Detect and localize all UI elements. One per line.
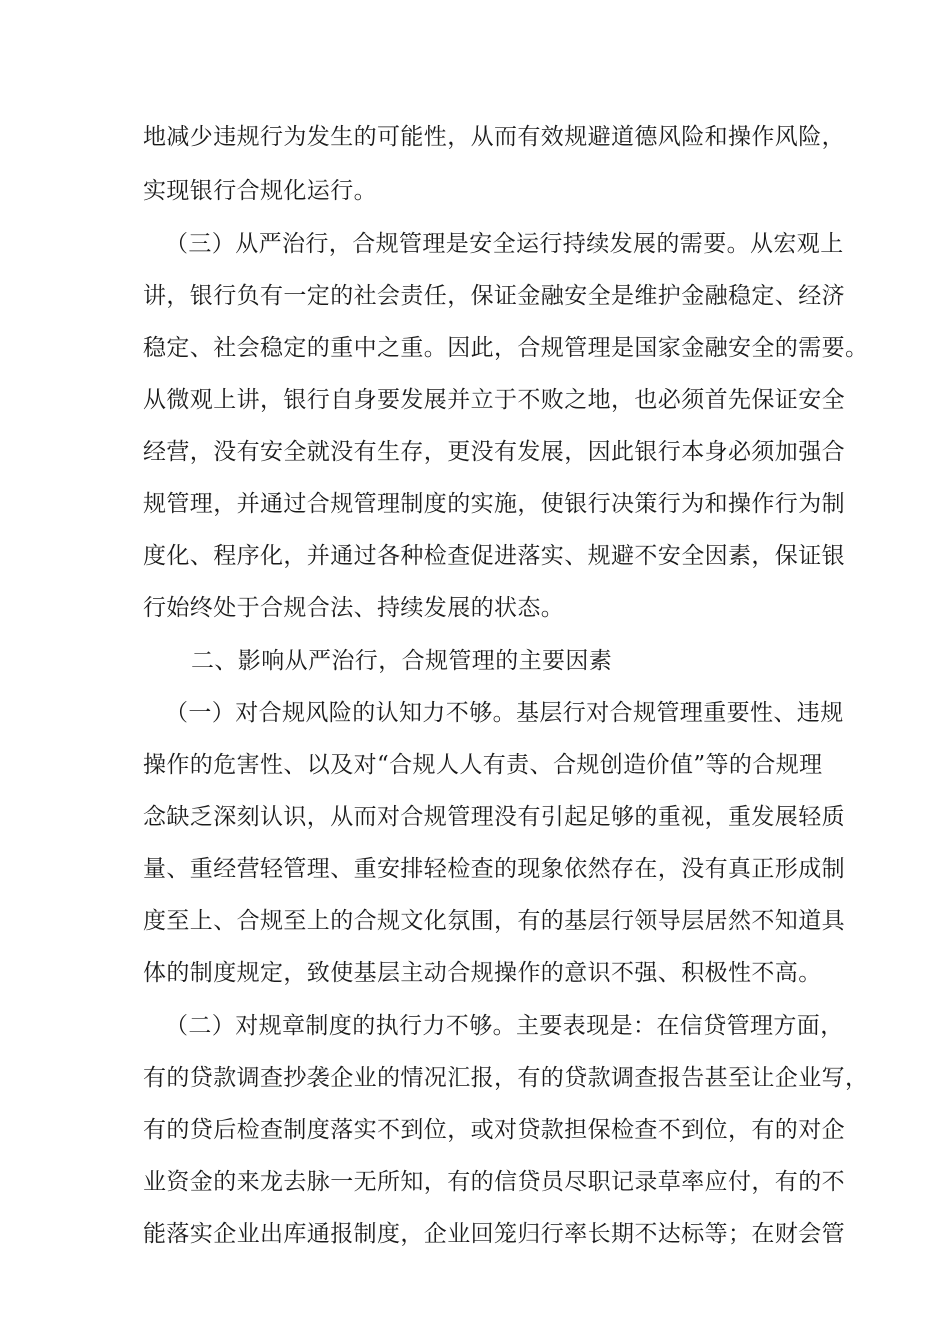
section-heading: 二、影响从严治行，合规管理的主要因素 [191, 648, 613, 674]
text-line-10: 行始终处于合规合法、持续发展的状态。 [143, 595, 565, 621]
text-line-18: （二）对规章制度的执行力不够。主要表现是：在信贷管理方面， [165, 1013, 844, 1039]
text-line-5: 稳定、社会稳定的重中之重。因此，合规管理是国家金融安全的需要。 [143, 335, 869, 361]
text-line-16: 度至上、合规至上的合规文化氛围，有的基层行领导层居然不知道具 [143, 908, 845, 934]
text-line-20: 有的贷后检查制度落实不到位，或对贷款担保检查不到位，有的对企 [143, 1117, 845, 1143]
text-line-17: 体的制度规定，致使基层主动合规操作的意识不强、积极性不高。 [143, 960, 822, 986]
text-line-6: 从微观上讲，银行自身要发展并立于不败之地，也必须首先保证安全 [143, 387, 845, 413]
text-line-15: 量、重经营轻管理、重安排轻检查的现象依然存在，没有真正形成制 [143, 856, 845, 882]
text-line-14: 念缺乏深刻认识，从而对合规管理没有引起足够的重视，重发展轻质 [143, 804, 845, 830]
text-line-22: 能落实企业出库通报制度，企业回笼归行率长期不达标等；在财会管 [143, 1221, 845, 1247]
text-line-1: 地减少违规行为发生的可能性，从而有效规避道德风险和操作风险， [143, 124, 845, 150]
text-line-3: （三）从严治行，合规管理是安全运行持续发展的需要。从宏观上 [165, 231, 844, 257]
text-line-4: 讲，银行负有一定的社会责任，保证金融安全是维护金融稳定、经济 [143, 283, 845, 309]
text-line-9: 度化、程序化，并通过各种检查促进落实、规避不安全因素，保证银 [143, 543, 845, 569]
text-line-21: 业资金的来龙去脉一无所知，有的信贷员尽职记录草率应付，有的不 [143, 1169, 845, 1195]
text-line-7: 经营，没有安全就没有生存，更没有发展，因此银行本身必须加强合 [143, 439, 845, 465]
text-line-19: 有的贷款调查抄袭企业的情况汇报，有的贷款调查报告甚至让企业写， [143, 1065, 869, 1091]
text-line-2: 实现银行合规化运行。 [143, 178, 377, 204]
text-line-13: 操作的危害性、以及对“合规人人有责、合规创造价值”等的合规理 [143, 752, 823, 778]
text-line-8: 规管理，并通过合规管理制度的实施，使银行决策行为和操作行为制 [143, 491, 845, 517]
text-line-12: （一）对合规风险的认知力不够。基层行对合规管理重要性、违规 [165, 700, 844, 726]
